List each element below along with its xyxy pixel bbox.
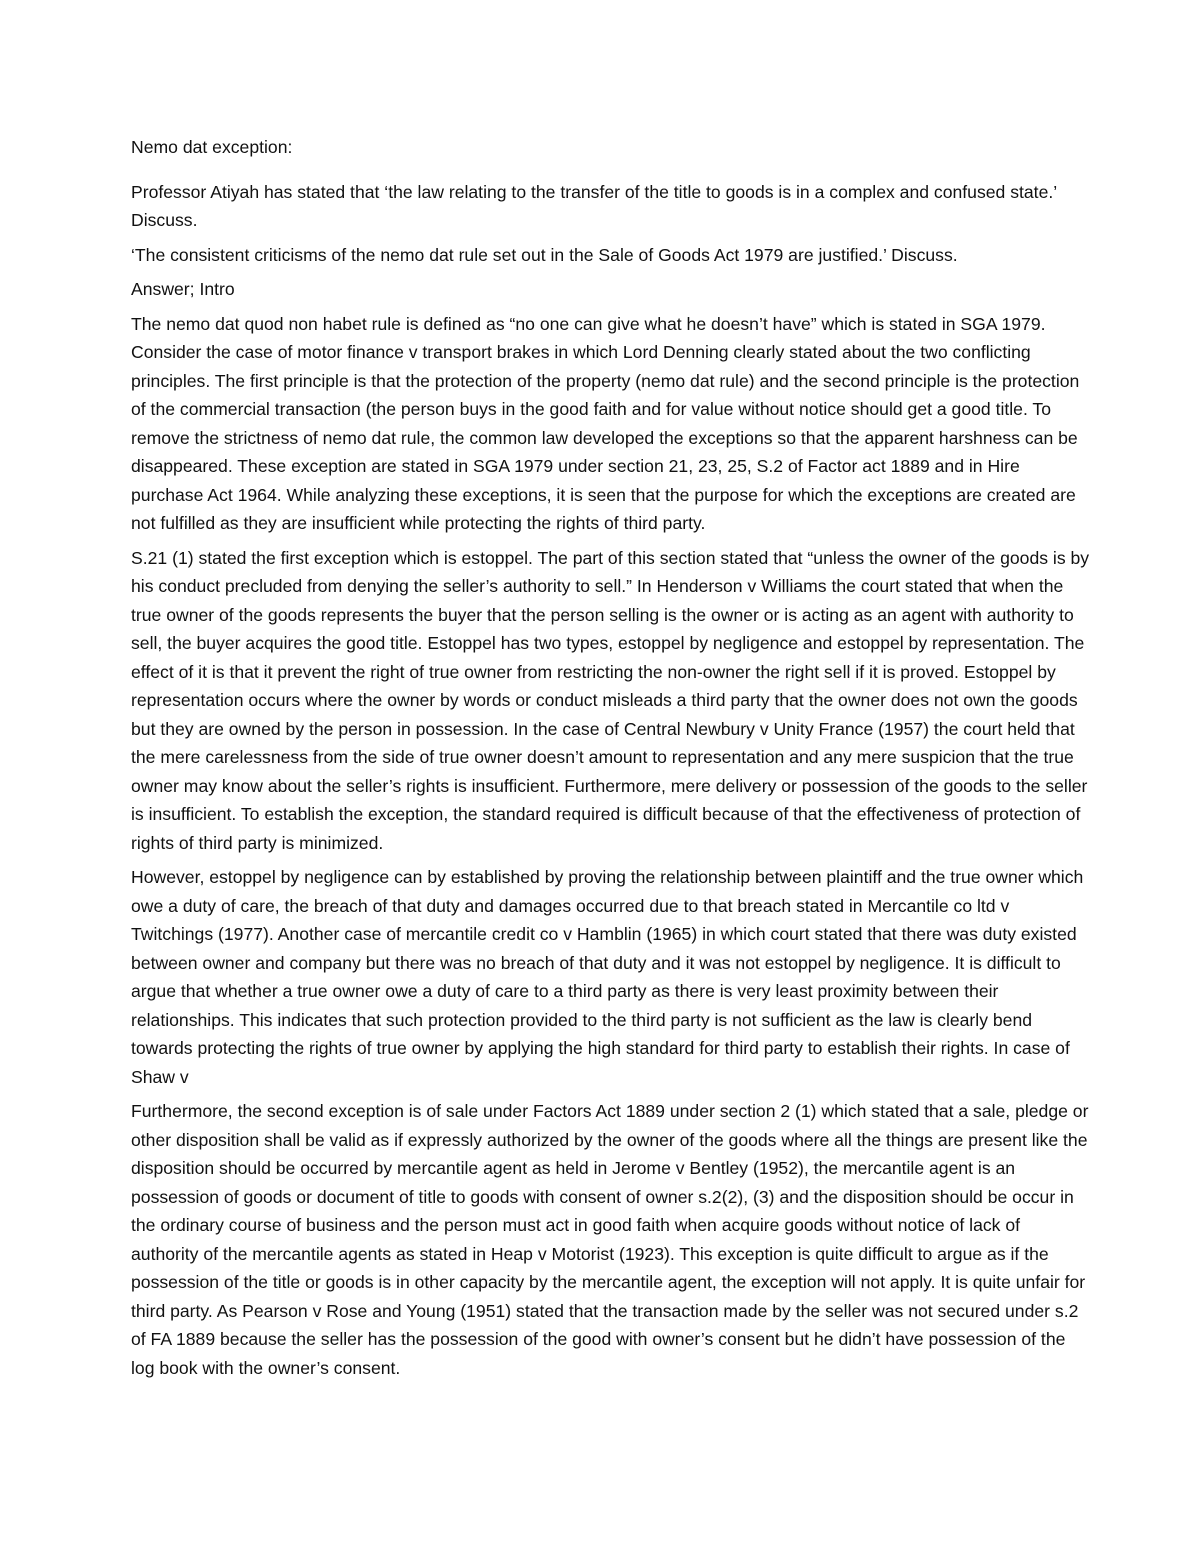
paragraph-intro: The nemo dat quod non habet rule is defined as “no one can give what he doesn’t have” which is stated in SGA 1979. Consider the case of motor finance v transport brakes in which Lord Denning clearly stated about the two conflicting principles. The first principle is that the protection of the property (nemo dat rule) and the second principle is the protection of the commercial transaction (the person buys in the good faith and for value without notice should get a good title. To remove the strictness of nemo dat rule, the common law developed the exceptions so that the apparent harshness can be disappeared. These exception are stated in SGA 1979 under section 21, 23, 25, S.2 of Factor act 1889 and in Hire purchase Act 1964. While analyzing these exceptions, it is seen that the purpose for which the exceptions are created are not fulfilled as they are insufficient while protecting the rights of third party. <box>131 313 1080 533</box>
document-body <box>131 133 1091 1382</box>
paragraph-factors-act: Furthermore, the second exception is of sale under Factors Act 1889 under section 2 (1) which stated that a sale, pledge or other disposition shall be valid as if expressly authorized by the owner of the goods where all the things are present like the disposition should be occurred by mercantile agent as held in Jerome v Bentley (1952), the mercantile agent is an possession of goods or document of title to goods with consent of owner s.2(2), (3) and the disposition should be occur in the ordinary course of business and the person must act in good faith when acquire goods without notice of lack of authority of the mercantile agents as stated in Heap v Motorist (1923). This exception is quite difficult to argue as if the possession of the title or goods is in other capacity by the mercantile agent, the exception will not apply. It is quite unfair for third party. As Pearson v Rose and Young (1951) stated that the transaction made by the seller was not secured under s.2 of FA 1889 because the seller has the possession of the good with owner’s consent but he didn’t have possession of the log book with the owner’s consent. <box>131 1101 1089 1378</box>
answer-label: Answer; Intro <box>131 279 235 299</box>
paragraph-estoppel-negligence: However, estoppel by negligence can by established by proving the relationship between plaintiff and the true owner which owe a duty of care, the breach of that duty and damages occurred due to that breach stated in Mercantile co ltd v Twitchings (1977). Another case of mercantile credit co v Hamblin (1965) in which court stated that there was duty existed between owner and company but there was no breach of that duty and it was not estoppel by negligence. It is difficult to argue that whether a true owner owe a duty of care to a third party as there is very least proximity between their relationships. This indicates that such protection provided to the third party is not sufficient as the law is clearly bend towards protecting the rights of true owner by applying the high standard for third party to establish their rights. In case of Shaw v <box>131 867 1084 1087</box>
document-heading: Nemo dat exception: <box>131 137 293 157</box>
question-1: Professor Atiyah has stated that ‘the law relating to the transfer of the title to goods is in a complex and confused state.’ Discuss. <box>131 181 1057 230</box>
paragraph-estoppel: S.21 (1) stated the first exception which is estoppel. The part of this section stated that “unless the owner of the goods is by his conduct precluded from denying the seller’s authority to sell.” In Henderson v Williams the court stated that when the true owner of the goods represents the buyer that the person selling is the owner or is acting as an agent with authority to sell, the buyer acquires the good title. Estoppel has two types, estoppel by negligence and estoppel by representation. The effect of it is that it prevent the right of true owner from restricting the non-owner the right sell if it is proved. Estoppel by representation occurs where the owner by words or conduct misleads a third party that the owner does not own the goods but they are owned by the person in possession. In the case of Central Newbury v Unity France (1957) the court held that the mere carelessness from the side of true owner doesn’t amount to representation and any mere suspicion that the true owner may know about the seller’s rights is insufficient. Furthermore, mere delivery or possession of the goods to the seller is insufficient. To establish the exception, the standard required is difficult because of that the effectiveness of protection of rights of third party is minimized. <box>131 547 1090 853</box>
question-2: ‘The consistent criticisms of the nemo dat rule set out in the Sale of Goods Act 1979 are justified.’ Discuss. <box>131 244 958 265</box>
